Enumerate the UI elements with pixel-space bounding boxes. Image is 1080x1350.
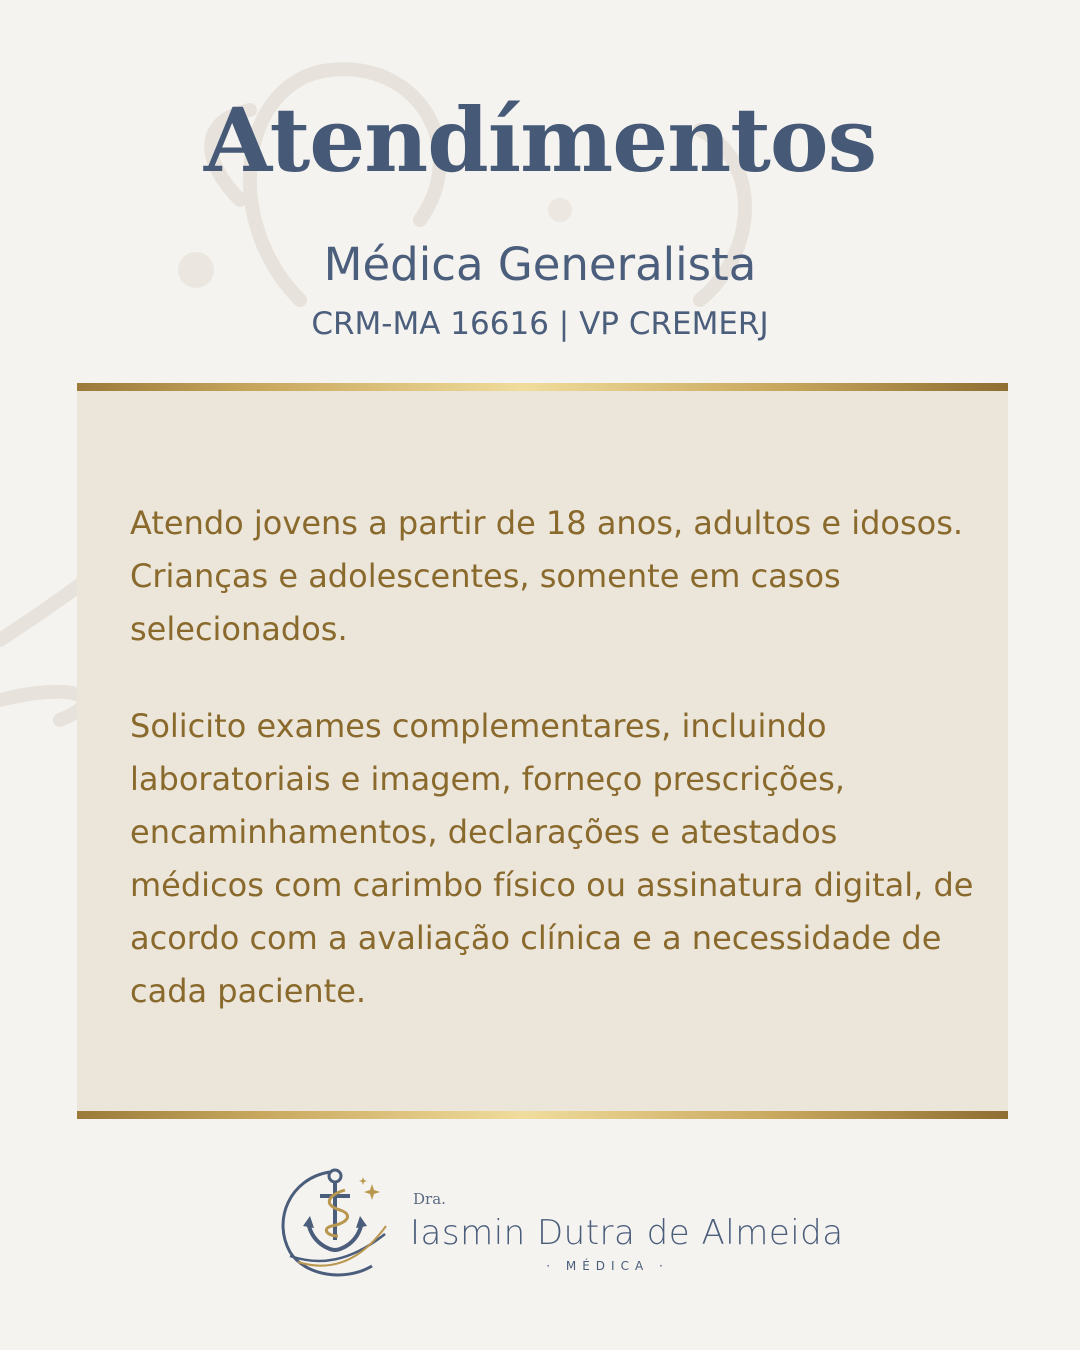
logo-prefix: Dra.	[413, 1190, 446, 1208]
card-paragraph-2: Solicito exames complementares, incluindo laboratoriais e imagem, forneço prescrições, encaminhamentos, declarações e atestados médicos com carimbo físico ou assinatura digital, de acordo com a avaliação clínica e a necessidade de cada paciente.	[130, 707, 974, 1010]
logo-role: · MÉDICA ·	[546, 1259, 669, 1273]
registration-number: CRM-MA 16616 | VP CREMERJ	[311, 306, 769, 342]
logo-name: Iasmin Dutra de Almeida	[410, 1213, 844, 1253]
page-title: Atendímentos	[203, 88, 877, 192]
card-paragraph-1: Atendo jovens a partir de 18 anos, adultos e idosos. Crianças e adolescentes, somente em casos selecionados.	[130, 504, 964, 648]
page-subtitle: Médica Generalista	[323, 238, 757, 291]
gold-divider-top	[77, 383, 1008, 391]
gold-divider-bottom	[77, 1111, 1008, 1119]
